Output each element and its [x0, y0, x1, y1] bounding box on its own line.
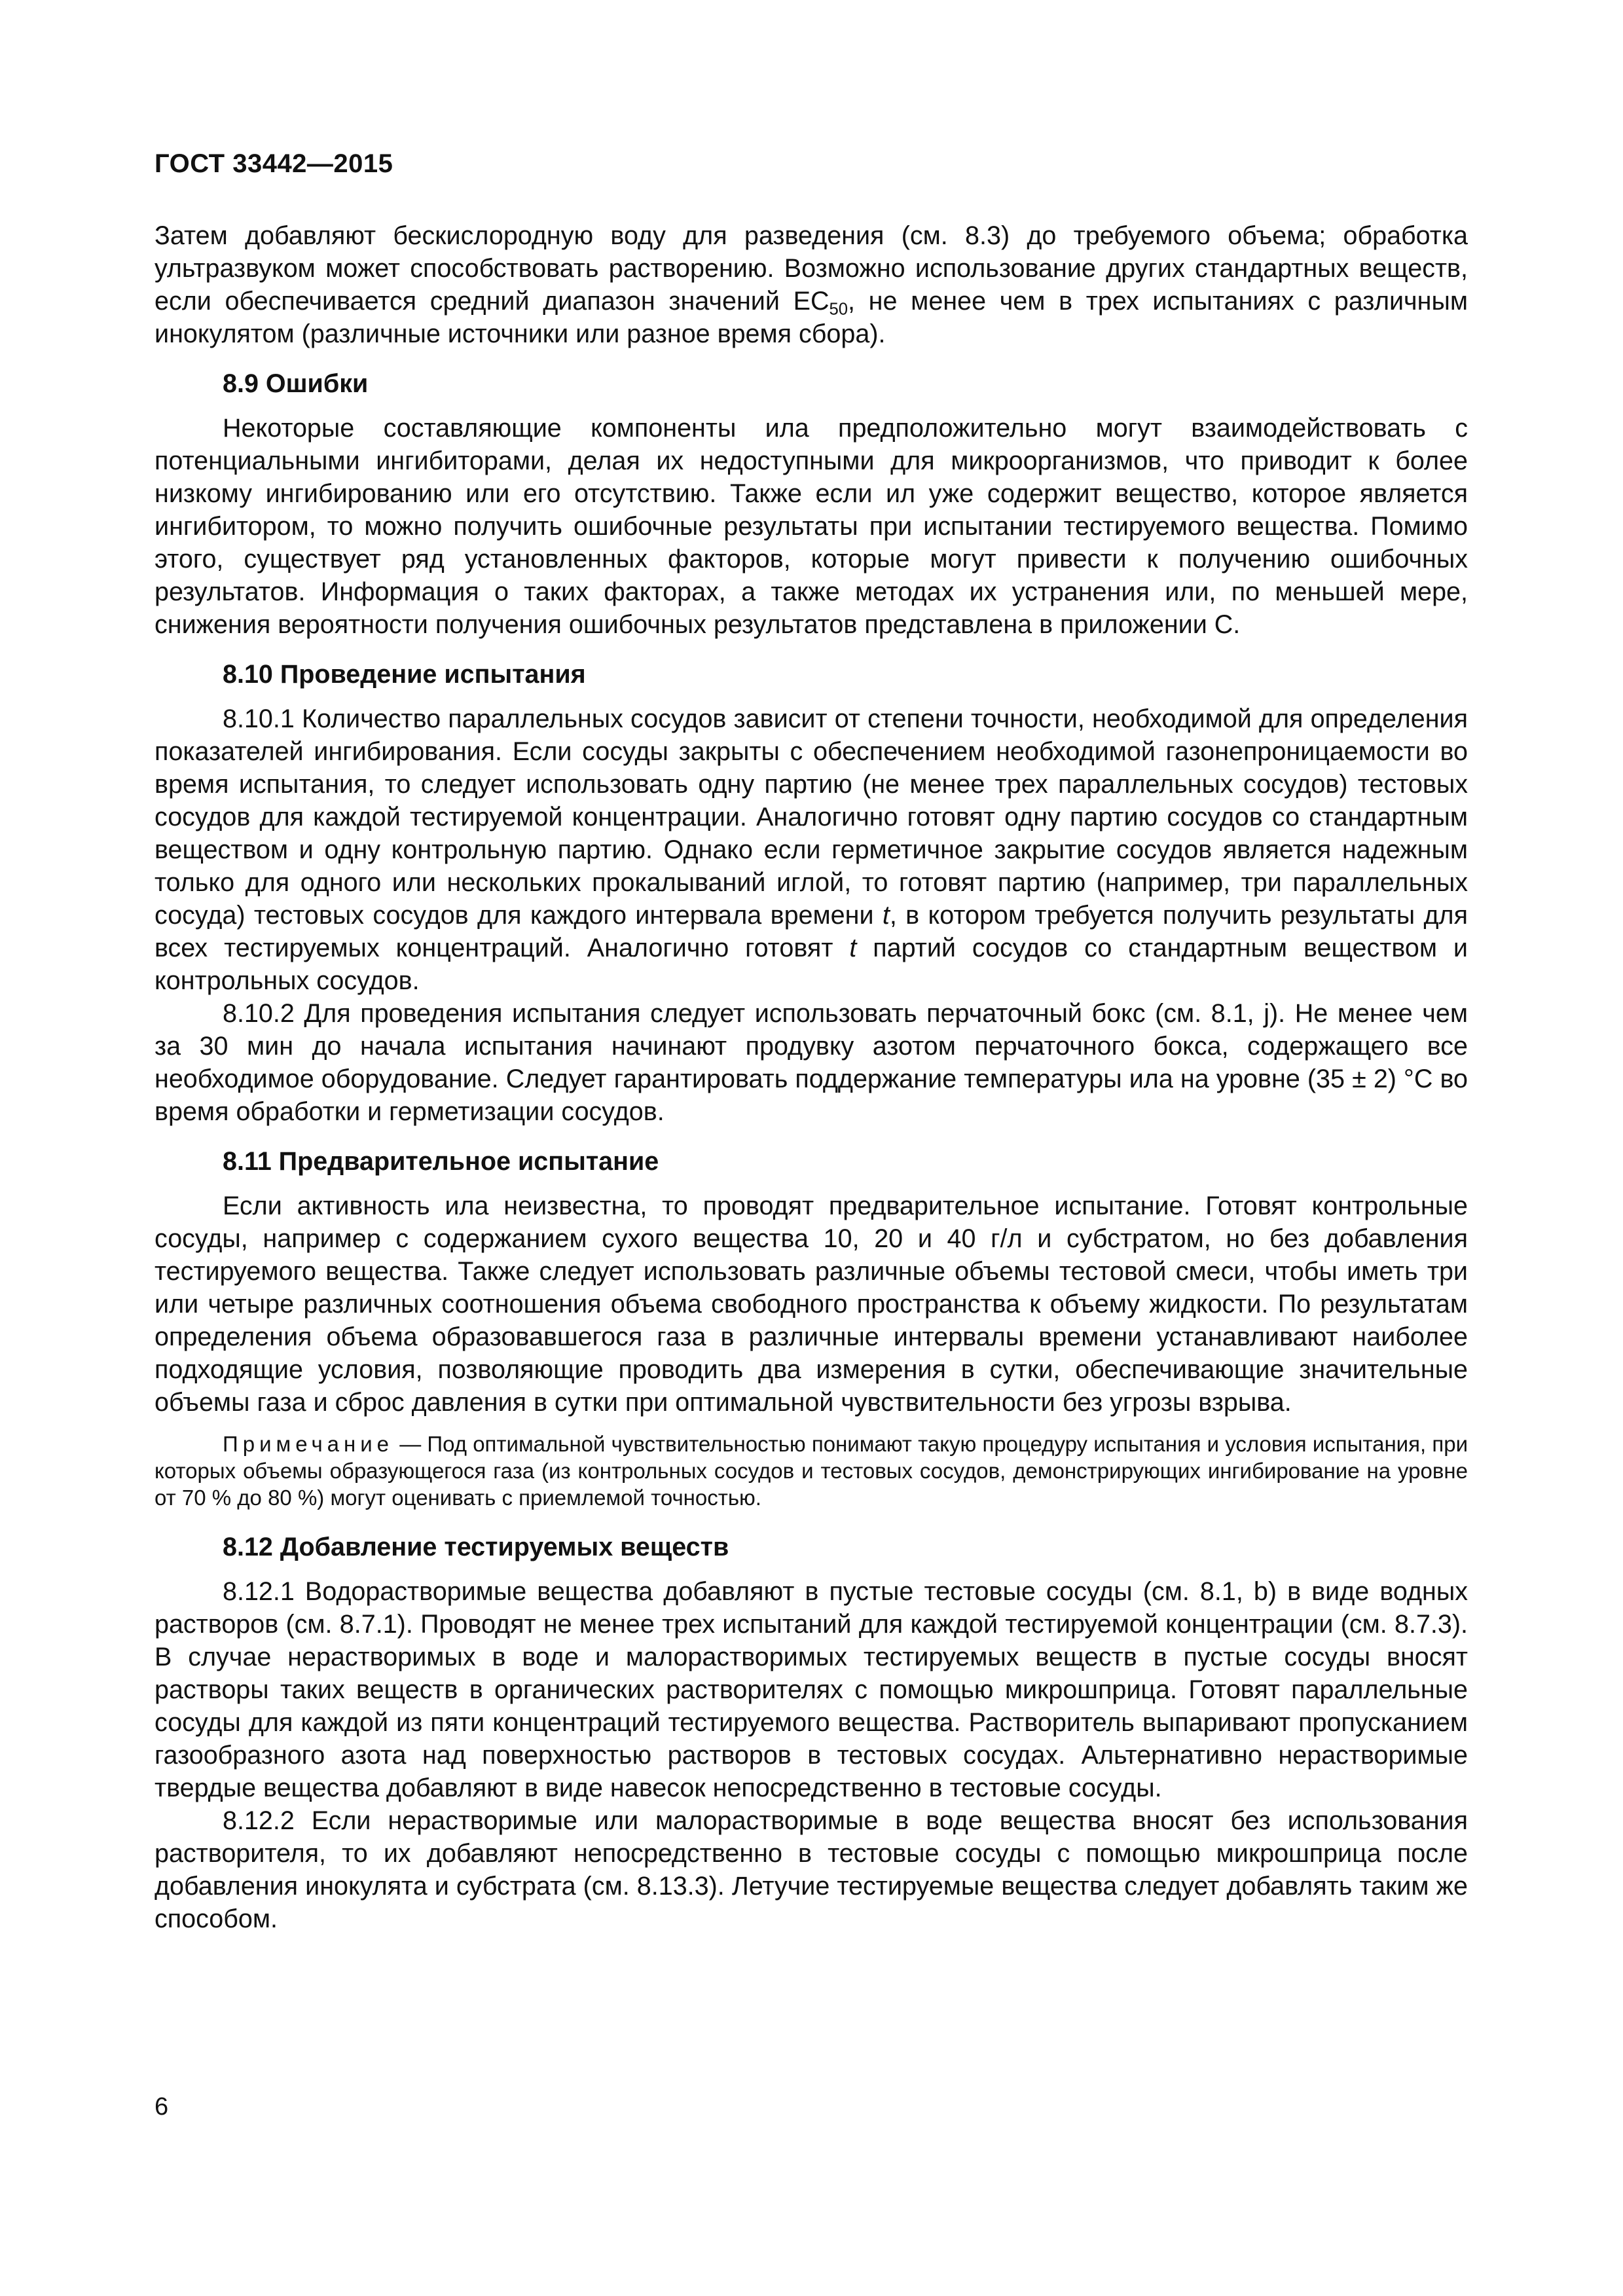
- section-heading-8-9: 8.9 Ошибки: [223, 369, 369, 398]
- paragraph-8-12-1: 8.12.1 Водорастворимые вещества добавляют в пустые тестовые сосуды (см. 8.1, b) в виде водных растворов (см. 8.7.1). Проводят не менее трех испытаний для каждой тестируемой концентрации (см. 8.7.3). В случае нерастворимых в воде и малорастворимых тестируемых веществ в пустые сосуды вносят растворы таких веществ в органических растворителях с помощью микрошприца. Готовят параллельные сосуды для каждой из пяти концентраций тестируемого вещества. Растворитель выпаривают пропусканием газообразного азота над поверхностью растворов в тестовых сосудах. Альтернативно нерастворимые твердые вещества добавляют в виде навесок непосредственно в тестовые сосуды.: [155, 1577, 1468, 1802]
- paragraph-8-12-2: 8.12.2 Если нерастворимые или малорастворимые в воде вещества вносят без использования растворителя, то их добавляют непосредственно в тестовые сосуды с помощью микрошприца после добавления инокулята и субстрата (см. 8.13.3). Летучие тестируемые вещества следует добавлять таким же способом.: [155, 1806, 1468, 1933]
- intro-paragraph: Затем добавляют бескислородную воду для разведения (см. 8.3) до требуемого объема; обработка ультразвуком может способствовать растворению. Возможно использование других стандартных веществ, если обеспечивается средний диапазон значений $EC_{50}$, не менее чем в трех испытаниях с различным инокулятом (различные источники или разное время сбора).: [155, 221, 1468, 348]
- document-header: ГОСТ 33442—2015: [155, 149, 393, 178]
- section-heading-8-12: 8.12 Добавление тестируемых веществ: [223, 1533, 729, 1561]
- document-body: [155, 219, 1468, 1935]
- section-heading-8-10: 8.10 Проведение испытания: [223, 660, 586, 689]
- page-number: 6: [155, 2093, 169, 2121]
- paragraph-8-9: Некоторые составляющие компоненты ила предположительно могут взаимодействовать с потенциальными ингибиторами, делая их недоступными для микроорганизмов, что приводит к более низкому ингибированию или его отсутствию. Также если ил уже содержит вещество, которое является ингибитором, то можно получить ошибочные результаты при испытании тестируемого вещества. Помимо этого, существует ряд установленных факторов, которые могут привести к получению ошибочных результатов. Информация о таких факторах, а также методах их устранения или, по меньшей мере, снижения вероятности получения ошибочных результатов представлена в приложении С.: [155, 414, 1468, 639]
- paragraph-8-11: Если активность ила неизвестна, то проводят предварительное испытание. Готовят контрольные сосуды, например с содержанием сухого вещества 10, 20 и 40 г/л и субстратом, но без добавления тестируемого вещества. Также следует использовать различные объемы тестовой смеси, чтобы иметь три или четыре различных соотношения объема свободного пространства к объему жидкости. По результатам определения объема образовавшегося газа в различные интервалы времени устанавливают наиболее подходящие условия, позволяющие проводить два измерения в сутки, обеспечивающие значительные объемы газа и сброс давления в сутки при оптимальной чувствительности без угрозы взрыва.: [155, 1192, 1468, 1417]
- section-heading-8-11: 8.11 Предварительное испытание: [223, 1147, 659, 1176]
- paragraph-8-10-1: 8.10.1 Количество параллельных сосудов зависит от степени точности, необходимой для определения показателей ингибирования. Если сосуды закрыты с обеспечением необходимой газонепроницаемости во время испытания, то следует использовать одну партию (не менее трех параллельных сосудов) тестовых сосудов для каждой тестируемой концентрации. Аналогично готовят одну партию сосудов со стандартным веществом и одну контрольную партию. Однако если герметичное закрытие сосудов является надежным только для одного или нескольких прокалываний иглой, то готовят партию (например, три параллельных сосуда) тестовых сосудов для каждого интервала времени t, в котором требуется получить результаты для всех тестируемых концентраций. Аналогично готовят t партий сосудов со стандартным веществом и контрольных сосудов.: [155, 704, 1468, 995]
- note-8-11: Примечание — Под оптимальной чувствительностью понимают такую процедуру испытания и условия испытания, при которых объемы образующегося газа (из контрольных сосудов и тестовых сосудов, демонстрирующих ингибирование на уровне от 70 % до 80 %) могут оценивать с приемлемой точностью.: [155, 1432, 1468, 1510]
- paragraph-8-10-2: 8.10.2 Для проведения испытания следует использовать перчаточный бокс (см. 8.1, j). Не менее чем за 30 мин до начала испытания начинают продувку азотом перчаточного бокса, содержащего все необходимое оборудование. Следует гарантировать поддержание температуры ила на уровне (35 ± 2) °С во время обработки и герметизации сосудов.: [155, 999, 1468, 1126]
- note-label: Примечание: [223, 1432, 394, 1456]
